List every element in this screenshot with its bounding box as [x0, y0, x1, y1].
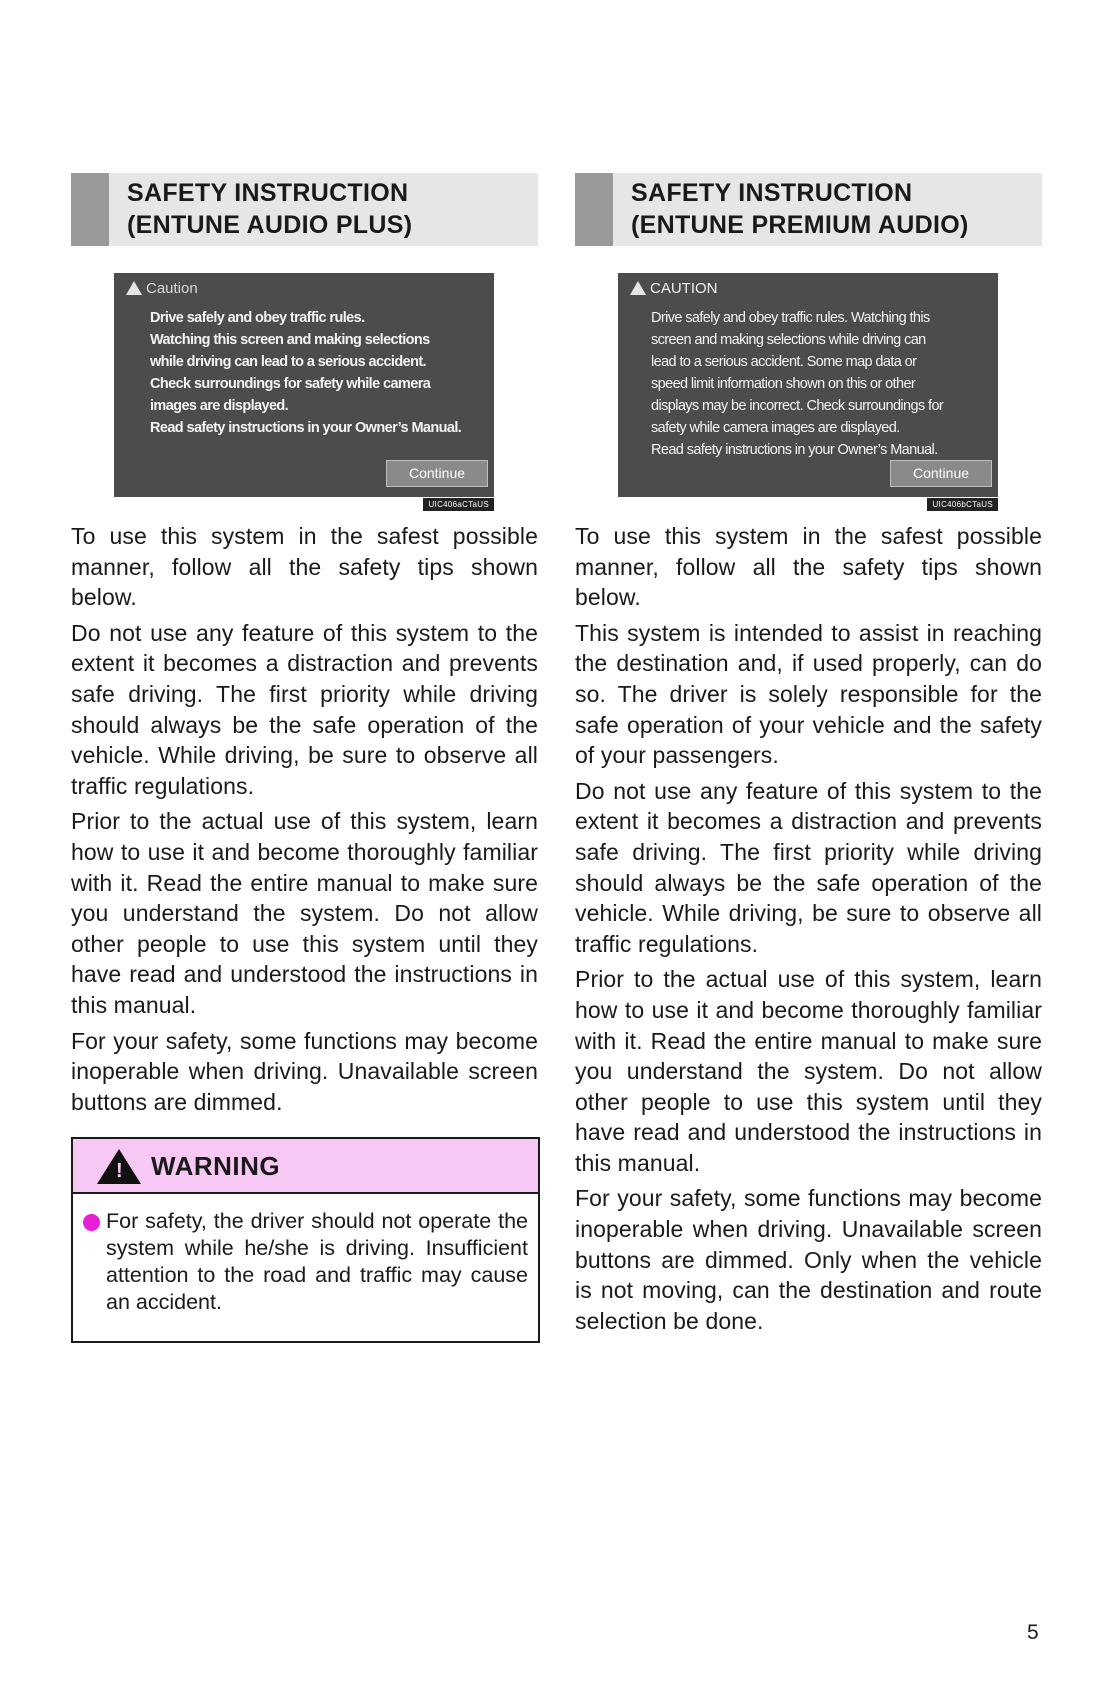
- caution-header: [126, 280, 198, 297]
- figure-code: UIC406bCTaUS: [927, 498, 998, 511]
- body-text: [575, 521, 1042, 1336]
- section-heading-audio-plus: [71, 173, 538, 246]
- caution-line: Drive safely and obey traffic rules. Watching this: [651, 310, 930, 326]
- warning-title: WARNING: [151, 1151, 281, 1181]
- caution-line: screen and making selections while driving can: [651, 332, 926, 348]
- left-column: [71, 173, 538, 1314]
- caution-line: Read safety instructions in your Owner’s Manual.: [150, 420, 462, 436]
- heading-bar: [575, 173, 613, 246]
- paragraph: Prior to the actual use of this system, learn how to use it and become thoroughly familiar with it. Read the entire manual to make sure you understand the system. Do not allow other people to use this system until they have read and understood the instructions in this manual.: [71, 808, 538, 1018]
- caution-screen-image: [114, 273, 494, 509]
- warning-box: [71, 1137, 540, 1343]
- caution-label: CAUTION: [650, 280, 718, 297]
- warning-body: [73, 1194, 538, 1316]
- page-number: 5: [1027, 1621, 1039, 1644]
- warning-triangle-icon: [630, 281, 646, 295]
- warning-text: For safety, the driver should not operate the system while he/she is driving. Insufficient attention to the road and traffic may cause an accident.: [106, 1209, 528, 1314]
- caution-header: [630, 280, 718, 297]
- caution-label: Caution: [146, 280, 198, 297]
- caution-line: speed limit information shown on this or other: [651, 376, 916, 392]
- section-heading-premium-audio: [575, 173, 1042, 246]
- paragraph: Do not use any feature of this system to the extent it becomes a distraction and prevents safe driving. The first priority while driving should always be the safe operation of the vehicle. While driving, be sure to observe all traffic regulations.: [575, 777, 1042, 957]
- caution-message: [150, 307, 461, 439]
- caution-line: safety while camera images are displayed.: [651, 420, 900, 436]
- warning-triangle-icon: [126, 281, 142, 295]
- paragraph: Prior to the actual use of this system, learn how to use it and become thoroughly familiar with it. Read the entire manual to make sure you understand the system. Do not allow other people to use this system until they have read and understood the instructions in this manual.: [575, 966, 1042, 1176]
- paragraph: Do not use any feature of this system to the extent it becomes a distraction and prevents safe driving. The first priority while driving should always be the safe operation of the vehicle. While driving, be sure to observe all traffic regulations.: [71, 619, 538, 799]
- heading-bar: [71, 173, 109, 246]
- caution-line: lead to a serious accident. Some map data or: [651, 354, 917, 370]
- caution-message: [651, 307, 943, 461]
- paragraph: To use this system in the safest possible manner, follow all the safety tips shown below.: [71, 523, 538, 611]
- caution-line: while driving can lead to a serious accident.: [150, 354, 426, 370]
- bullet-icon: [83, 1214, 100, 1231]
- section-title: SAFETY INSTRUCTION (ENTUNE PREMIUM AUDIO): [631, 179, 969, 239]
- right-column: [575, 173, 1042, 1341]
- exclamation-mark: !: [116, 1160, 123, 1182]
- caution-line: Check surroundings for safety while camera: [150, 376, 431, 392]
- warning-header: [73, 1139, 538, 1194]
- caution-line: Watching this screen and making selections: [150, 332, 430, 348]
- paragraph: For your safety, some functions may become inoperable when driving. Unavailable screen buttons are dimmed. Only when the vehicle is not moving, can the destination and route selection be done.: [575, 1185, 1042, 1334]
- continue-button: Continue: [890, 460, 992, 487]
- body-text: [71, 521, 538, 1117]
- section-title: SAFETY INSTRUCTION (ENTUNE AUDIO PLUS): [127, 179, 413, 239]
- caution-line: Drive safely and obey traffic rules.: [150, 310, 365, 326]
- caution-line: images are displayed.: [150, 398, 289, 414]
- caution-line: displays may be incorrect. Check surroundings for: [651, 398, 944, 414]
- continue-button: Continue: [386, 460, 488, 487]
- paragraph: For your safety, some functions may become inoperable when driving. Unavailable screen buttons are dimmed.: [71, 1027, 538, 1115]
- paragraph: To use this system in the safest possible manner, follow all the safety tips shown below.: [575, 523, 1042, 611]
- paragraph: This system is intended to assist in reaching the destination and, if used properly, can do so. The driver is solely responsible for the safe operation of your vehicle and the safety of your passengers.: [575, 619, 1042, 769]
- caution-screen-image: [618, 273, 998, 509]
- caution-line: Read safety instructions in your Owner’s Manual.: [651, 442, 938, 458]
- figure-code: UIC406aCTaUS: [423, 498, 494, 511]
